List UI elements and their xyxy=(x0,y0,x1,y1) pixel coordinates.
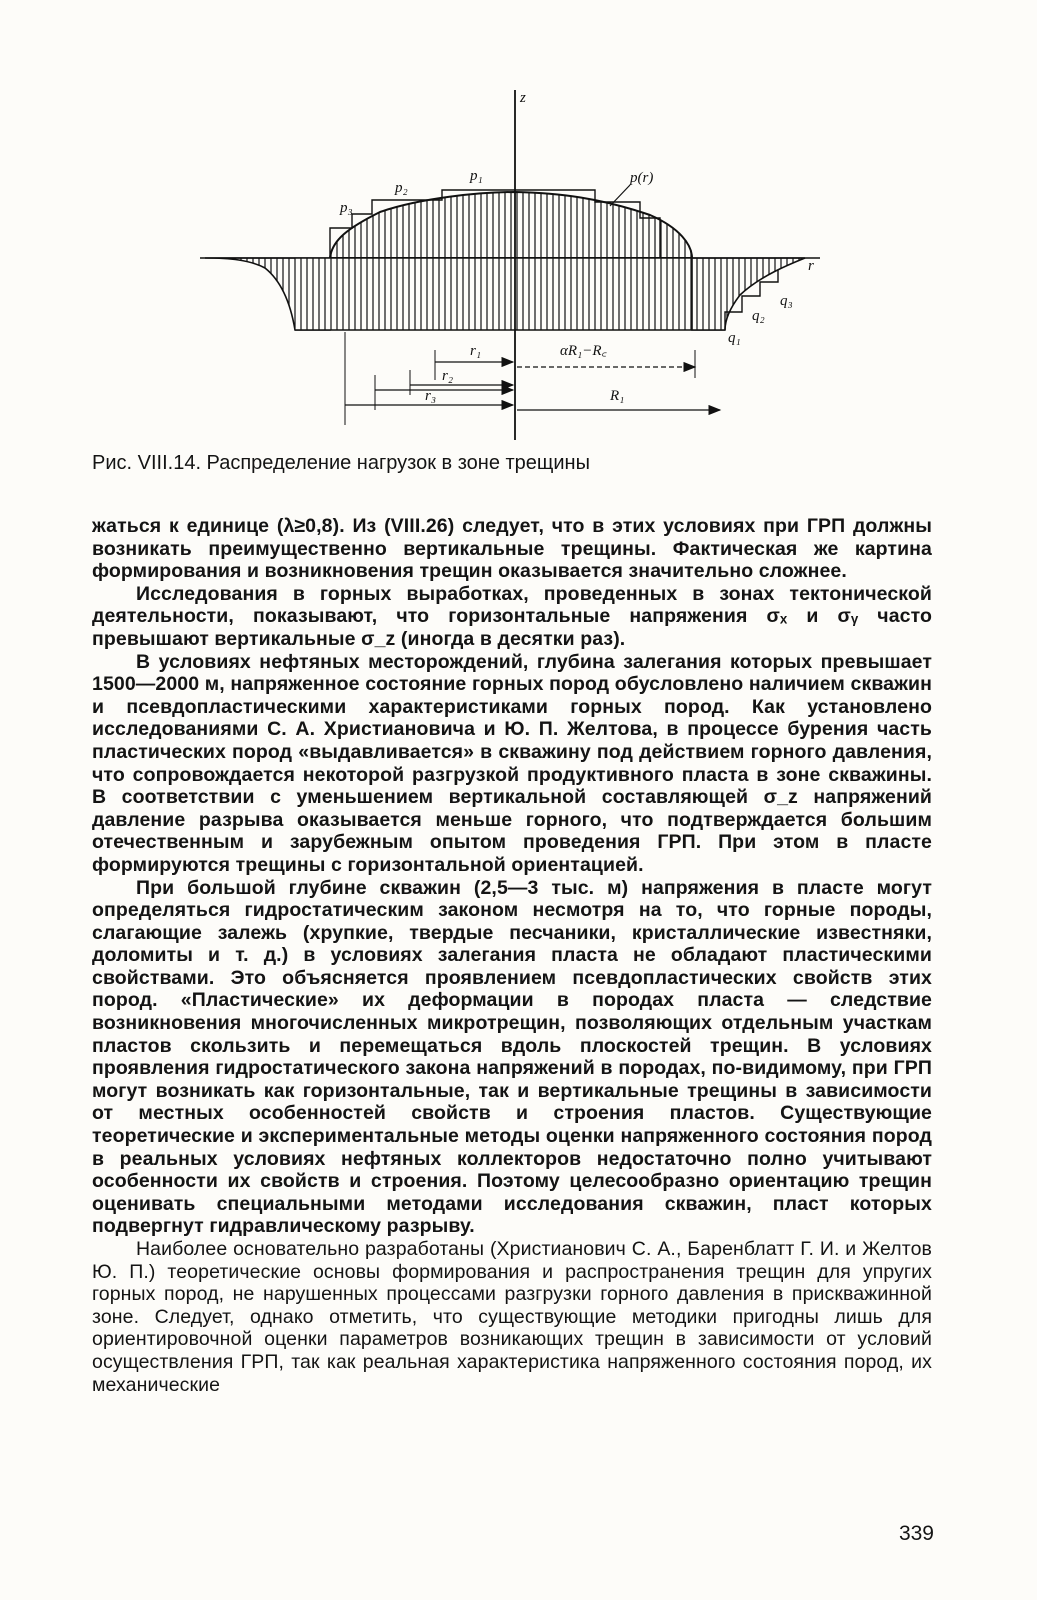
label-q1: q₁ xyxy=(728,330,741,346)
label-q2: q₂ xyxy=(752,308,765,324)
label-p2: p₂ xyxy=(395,180,408,196)
label-r1: r₁ xyxy=(470,343,482,359)
paragraph-2: Исследования в горных выработках, проведенных в зонах тектонической деятельности, показывают, что горизонтальные напряжения σₓ и σᵧ часто превышают вертикальные σ_z (иногда в десятки раз). xyxy=(92,582,932,650)
label-r3: r₃ xyxy=(425,388,437,404)
label-pr: p(r) xyxy=(630,170,654,186)
label-Rt: R₁ xyxy=(610,388,625,404)
label-p3: p₃ xyxy=(340,200,353,216)
body-text xyxy=(92,515,932,1396)
lower-load-band xyxy=(295,258,725,330)
load-distribution-figure xyxy=(180,80,860,460)
paragraph-1: жаться к единице (λ≥0,8). Из (VIII.26) следует, что в этих условиях при ГРП должны возникать преимущественно вертикальные трещины. Фактическая же картина формирования и возникновения трещин оказывается значительно сложнее. xyxy=(92,515,932,583)
label-q3: q₃ xyxy=(780,293,793,309)
label-aR: αR₁−R꜀ xyxy=(560,343,607,359)
paragraph-5: Наиболее основательно разработаны (Христианович С. А., Баренблатт Г. И. и Желтов Ю. П.) теоретические основы формирования и распространения трещин для упругих горных пород, не нарушенных процессами разгрузки горного давления в прискважинной зоне. Следует, однако отметить, что существующие методики пригодны лишь для ориентировочной оценки параметров возникающих трещин в зависимости от условий осуществления ГРП, так как реальная характеристика напряженного состояния пород, их механические xyxy=(92,1238,932,1396)
label-r2: r₂ xyxy=(442,368,454,384)
label-r-axis: r xyxy=(808,258,814,274)
label-z: z xyxy=(520,90,526,106)
paragraph-4: При большой глубине скважин (2,5—3 тыс. м) напряжения в пласте могут определяться гидростатическим законом несмотря на то, что горные породы, слагающие залежь (хрупкие, твердые песчаники, кристаллические известняки, доломиты и т. д.) в условиях залегания пласта не обладают пластическими свойствами. Это объясняется проявлением псевдопластических свойств этих пород. «Пластические» их деформации в породах пласта — следствие возникновения многочисленных микротрещин, позволяющих отдельным участкам пластов скользить и перемещаться вдоль плоскостей трещин. В условиях проявления гидростатического закона напряжений в породах, по-видимому, при ГРП могут возникать как горизонтальные, так и вертикальные трещины в зависимости от местных особенностей свойств и строения пластов. Существующие теоретические и экспериментальные методы оценки напряженного состояния пород в реальных условиях нефтяных коллекторов недостаточно полно учитывают особенности их свойств и строения. Поэтому целесообразно ориентацию трещин оценивать специальными методами исследования скважин, пласт которых подвергнут гидравлическому разрыву. xyxy=(92,876,932,1238)
page-number: 339 xyxy=(898,1522,934,1545)
paragraph-3: В условиях нефтяных месторождений, глубина залегания которых превышает 1500—2000 м, напряженное состояние горных пород обусловлено наличием скважин и псевдопластическими характеристиками горных пород. Как установлено исследованиями С. А. Христиановича и Ю. П. Желтова, в процессе бурения часть пластических пород «выдавливается» в скважину под действием горного давления, что сопровождается некоторой разгрузкой продуктивного пласта в зоне скважины. В соответствии с уменьшением вертикальной составляющей σ_z напряжений давление разрыва оказывается меньше горного, что подтверждается большим отечественным и зарубежным опытом проведения ГРП. При этом в пласте формируются трещины с горизонтальной ориентацией. xyxy=(92,650,932,876)
label-p1: p₁ xyxy=(470,168,483,184)
figure-caption: Рис. VIII.14. Распределение нагрузок в зоне трещины xyxy=(92,452,590,474)
